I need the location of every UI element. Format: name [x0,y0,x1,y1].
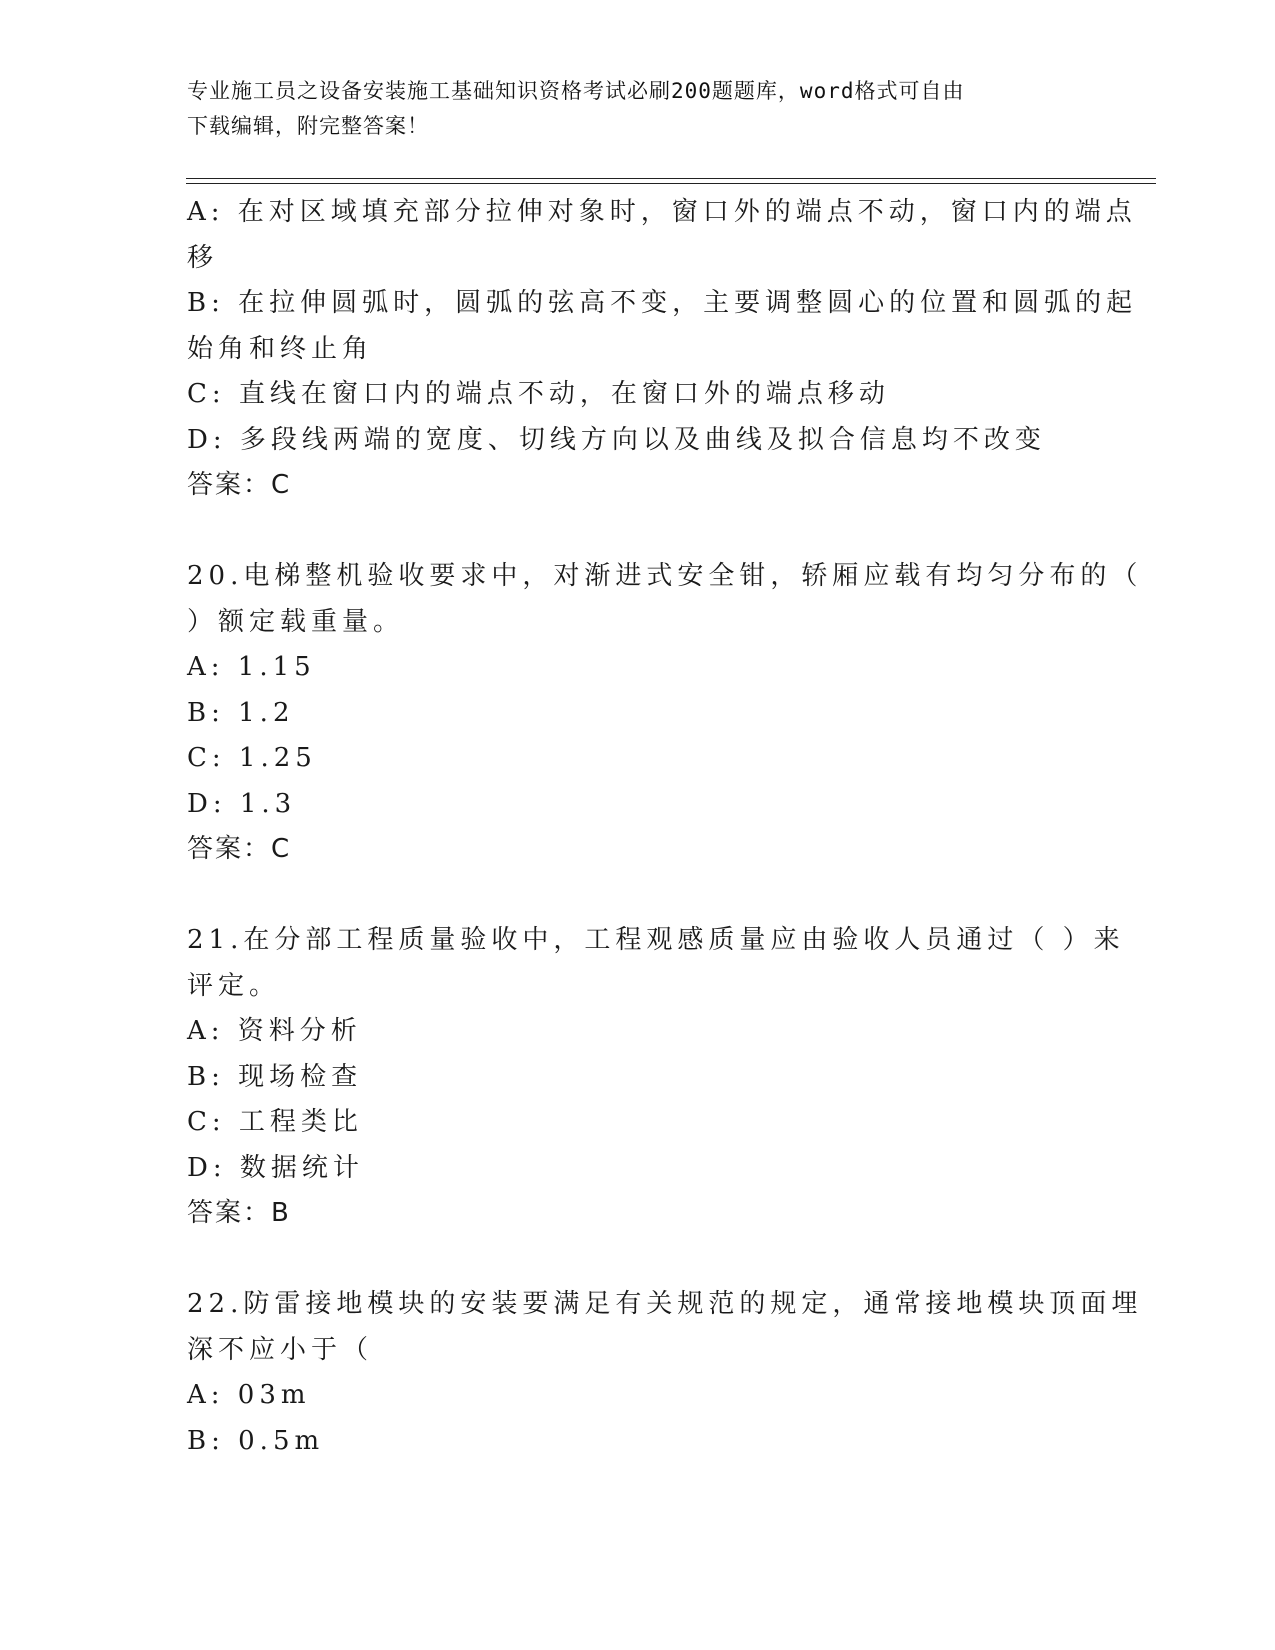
question-21 [187,918,1125,1237]
option-c: C: 工程类比 [187,1107,363,1137]
option-d: D: 1.3 [187,788,297,819]
question-stem-line-1: 21.在分部工程质量验收中，工程观感质量应由验收人员通过（ ）来 [187,925,1125,955]
spacer [187,873,1087,919]
question-stem-line-1: 22.防雷接地模块的安装要满足有关规范的规定，通常接地模块顶面埋 [187,1289,1143,1319]
answer: 答案：C [187,470,292,500]
option-a: A: 资料分析 [187,1016,362,1046]
spacer [187,1237,1087,1283]
option-b: B: 现场检查 [187,1061,363,1092]
header-title-line-2: 下载编辑，附完整答案！ [187,114,429,138]
question-stem-line-2: 深不应小于（ [187,1334,374,1365]
question-20 [187,554,1143,873]
question-stem-line-1: 20.电梯整机验收要求中，对渐进式安全钳，轿厢应载有均匀分布的（ [187,561,1143,591]
option-c: C: 1.25 [187,743,317,773]
option-a-line-1: A: 在对区域填充部分拉伸对象时，窗口外的端点不动，窗口内的端点 [187,197,1137,227]
option-a-line-2: 移 [187,242,219,273]
header-divider-top [186,178,1156,179]
header-title-line-1: 专业施工员之设备安装施工基础知识资格考试必刷200题题库，word格式可自由 [187,79,965,103]
question-22 [187,1282,1143,1464]
option-a: A: 1.15 [187,652,316,682]
option-a: A: 03m [187,1380,311,1410]
option-d: D: 多段线两端的宽度、切线方向以及曲线及拟合信息均不改变 [187,424,1046,455]
option-b-line-1: B: 在拉伸圆弧时，圆弧的弦高不变，主要调整圆心的位置和圆弧的起 [187,288,1138,318]
answer: 答案：C [187,834,292,864]
option-c: C: 直线在窗口内的端点不动，在窗口外的端点移动 [187,379,890,409]
answer: 答案：B [187,1198,291,1228]
spacer [187,509,1087,555]
option-d: D: 数据统计 [187,1152,364,1183]
document-header [187,74,1067,144]
option-b: B: 1.2 [187,697,295,728]
option-b-line-2: 始角和终止角 [187,333,374,364]
question-list [187,190,1143,1464]
header-divider-bottom [186,183,1156,184]
option-b: B: 0.5m [187,1425,325,1456]
question-stem-line-2: 评定。 [187,970,281,1001]
question-stem-line-2: ）额定载重量。 [187,606,405,637]
question-19 [187,190,1138,509]
